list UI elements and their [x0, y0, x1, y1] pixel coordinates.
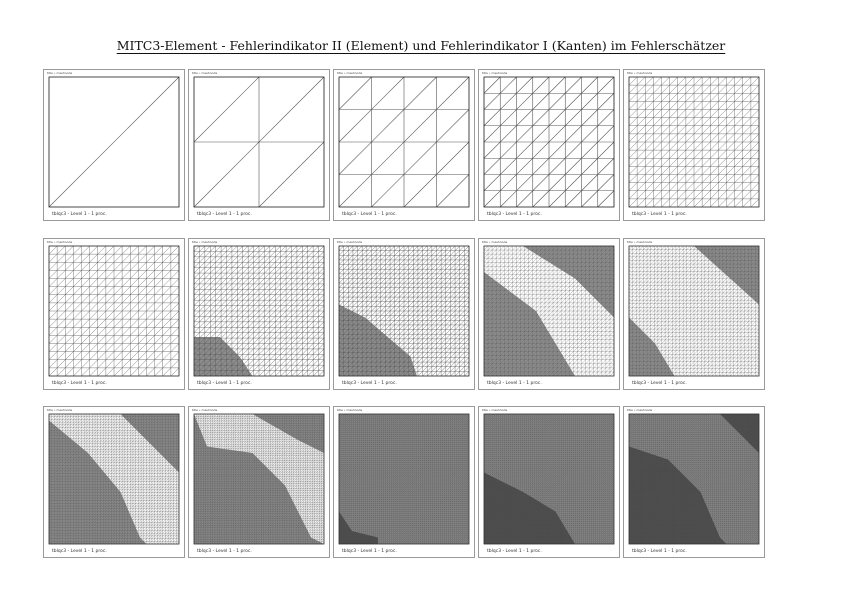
mesh-lines: [49, 77, 179, 207]
mesh-plot: [484, 414, 614, 544]
mesh-plot: [339, 414, 469, 544]
panel-footer: tblqc3 - Level 1 - 1 proc.: [487, 549, 542, 554]
mesh-lines: [629, 246, 759, 376]
mesh-panel: [623, 238, 765, 390]
mesh-plot: [49, 414, 179, 544]
mesh-lines: [194, 246, 324, 376]
mesh-plot: [49, 77, 179, 207]
panel-header: title • meshnode: [627, 71, 653, 75]
mesh-lines: [484, 77, 614, 207]
mesh-panel: [333, 69, 475, 221]
panel-footer: tblqc3 - Level 1 - 1 proc.: [342, 549, 397, 554]
mesh-plot: [629, 77, 759, 207]
mesh-panel: [333, 406, 475, 558]
mesh-lines: [49, 246, 179, 376]
panel-header: title • meshnode: [627, 408, 653, 412]
panel-footer: tblqc3 - Level 1 - 1 proc.: [197, 549, 252, 554]
mesh-panel: [188, 69, 330, 221]
mesh-panel: [478, 238, 620, 390]
panel-header: title • meshnode: [47, 71, 73, 75]
panel-footer: tblqc3 - Level 1 - 1 proc.: [197, 212, 252, 217]
mesh-plot: [339, 77, 469, 207]
panel-footer: tblqc3 - Level 1 - 1 proc.: [197, 381, 252, 386]
mesh-plot: [484, 246, 614, 376]
panel-header: title • meshnode: [337, 71, 363, 75]
panel-footer: tblqc3 - Level 1 - 1 proc.: [52, 549, 107, 554]
panel-header: title • meshnode: [482, 240, 508, 244]
mesh-panel: [478, 69, 620, 221]
mesh-panel: [43, 238, 185, 390]
mesh-plot: [629, 246, 759, 376]
mesh-plot: [339, 246, 469, 376]
mesh-panel: [43, 69, 185, 221]
mesh-lines: [194, 77, 324, 207]
mesh-panel: [333, 238, 475, 390]
panel-header: title • meshnode: [337, 408, 363, 412]
panel-footer: tblqc3 - Level 1 - 1 proc.: [632, 549, 687, 554]
panel-header: title • meshnode: [47, 408, 73, 412]
mesh-plot: [49, 246, 179, 376]
panel-footer: tblqc3 - Level 1 - 1 proc.: [632, 381, 687, 386]
mesh-plot: [484, 77, 614, 207]
panel-header: title • meshnode: [192, 240, 218, 244]
mesh-plot: [194, 414, 324, 544]
mesh-panel: [188, 238, 330, 390]
mesh-plot: [194, 77, 324, 207]
panel-footer: tblqc3 - Level 1 - 1 proc.: [342, 212, 397, 217]
panel-header: title • meshnode: [337, 240, 363, 244]
mesh-lines: [49, 414, 179, 544]
mesh-panel: [188, 406, 330, 558]
mesh-shaded-region: [484, 272, 575, 376]
panel-header: title • meshnode: [482, 408, 508, 412]
mesh-panel: [478, 406, 620, 558]
mesh-lines: [629, 77, 759, 207]
panel-header: title • meshnode: [192, 408, 218, 412]
mesh-panel: [623, 406, 765, 558]
mesh-plot: [629, 414, 759, 544]
mesh-shaded-region: [629, 318, 675, 377]
panel-footer: tblqc3 - Level 1 - 1 proc.: [632, 212, 687, 217]
panel-header: title • meshnode: [47, 240, 73, 244]
mesh-panel: [43, 406, 185, 558]
mesh-shaded-region: [523, 246, 614, 318]
mesh-lines: [339, 246, 469, 376]
mesh-panel: [623, 69, 765, 221]
mesh-plot: [194, 246, 324, 376]
panel-header: title • meshnode: [627, 240, 653, 244]
panel-header: title • meshnode: [482, 71, 508, 75]
panel-footer: tblqc3 - Level 1 - 1 proc.: [487, 212, 542, 217]
mesh-lines: [339, 77, 469, 207]
figure-title: MITC3-Element - Fehlerindikator II (Element) und Fehlerindikator I (Kanten) im Fehlerschätzer: [116, 38, 726, 53]
panel-footer: tblqc3 - Level 1 - 1 proc.: [487, 381, 542, 386]
mesh-lines: [484, 246, 614, 376]
panel-footer: tblqc3 - Level 1 - 1 proc.: [52, 212, 107, 217]
panel-footer: tblqc3 - Level 1 - 1 proc.: [52, 381, 107, 386]
panel-footer: tblqc3 - Level 1 - 1 proc.: [342, 381, 397, 386]
panel-header: title • meshnode: [192, 71, 218, 75]
